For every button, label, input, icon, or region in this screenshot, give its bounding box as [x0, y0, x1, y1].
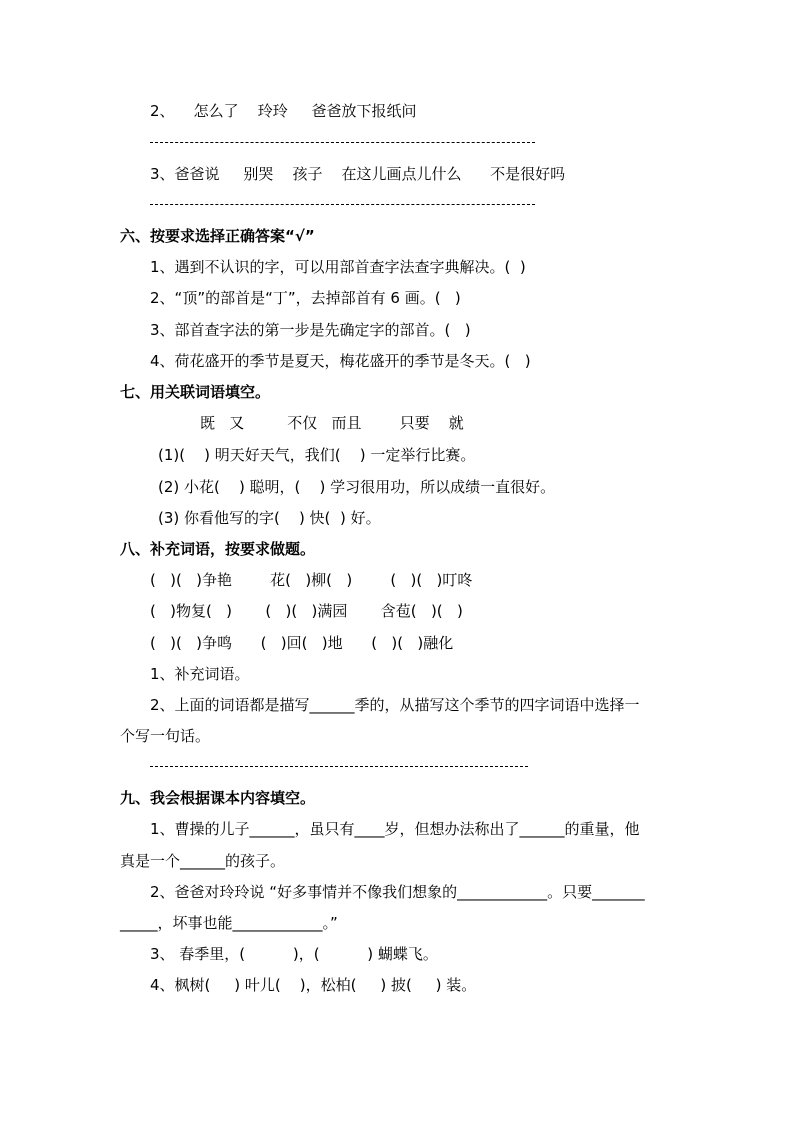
idiom-question-2-line-2: 个写一句话。 [120, 727, 211, 745]
idiom-row-3: ( )( )争鸣 ( )回( )地 ( )( )融化 [150, 634, 454, 652]
answer-line [150, 204, 535, 205]
judge-item-2: 2、“顶”的部首是“丁”，去掉部首有 6 画。( ) [150, 289, 461, 307]
fill-item-4: 4、枫树( ) 叶儿( )，松柏( ) 披( ) 装。 [150, 976, 477, 994]
idiom-question-1: 1、补充词语。 [150, 665, 250, 683]
judge-item-3: 3、部首查字法的第一步是先确定字的部首。( ) [150, 321, 471, 339]
conjunction-item-1: (1)( ) 明天好天气，我们( ) 一定举行比赛。 [158, 446, 476, 464]
answer-line [150, 142, 535, 143]
conjunction-word-bank: 既 又 不仅 而且 只要 就 [200, 414, 464, 432]
section-7-heading: 七、用关联词语填空。 [120, 383, 271, 401]
idiom-question-2-line-1: 2、上面的词语都是描写______季的，从描写这个季节的四字词语中选择一 [150, 696, 640, 714]
answer-line [150, 766, 528, 767]
section-6-heading: 六、按要求选择正确答案“√” [120, 227, 315, 245]
fill-item-1-line-1: 1、曹操的儿子______，虽只有____岁，但想办法称出了______的重量，他 [150, 820, 640, 838]
sentence-item-2: 2、 怎么了 玲玲 爸爸放下报纸问 [150, 102, 417, 120]
idiom-row-1: ( )( )争艳 花( )柳( ) ( )( )叮咚 [150, 571, 473, 589]
conjunction-item-3: (3) 你看他写的字( ) 快( ) 好。 [158, 509, 381, 527]
conjunction-item-2: (2) 小花( ) 聪明，( ) 学习很用功，所以成绩一直很好。 [158, 478, 556, 496]
fill-item-2-line-1: 2、爸爸对玲玲说 “好多事情并不像我们想象的____________。只要_______ [150, 883, 645, 901]
idiom-row-2: ( )物复( ) ( )( )满园 含苞( )( ) [150, 602, 463, 620]
fill-item-1-line-2: 真是一个______的孩子。 [120, 852, 286, 870]
judge-item-4: 4、荷花盛开的季节是夏天，梅花盛开的季节是冬天。( ) [150, 352, 531, 370]
section-9-heading: 九、我会根据课本内容填空。 [120, 789, 316, 807]
fill-item-3: 3、 春季里，( )，( ) 蝴蝶飞。 [150, 945, 438, 963]
section-8-heading: 八、补充词语，按要求做题。 [120, 540, 316, 558]
fill-item-2-line-2: _____，坏事也能____________。” [120, 914, 338, 932]
judge-item-1: 1、遇到不认识的字，可以用部首查字法查字典解决。( ) [150, 258, 526, 276]
sentence-item-3: 3、爸爸说 别哭 孩子 在这儿画点儿什么 不是很好吗 [150, 165, 566, 183]
